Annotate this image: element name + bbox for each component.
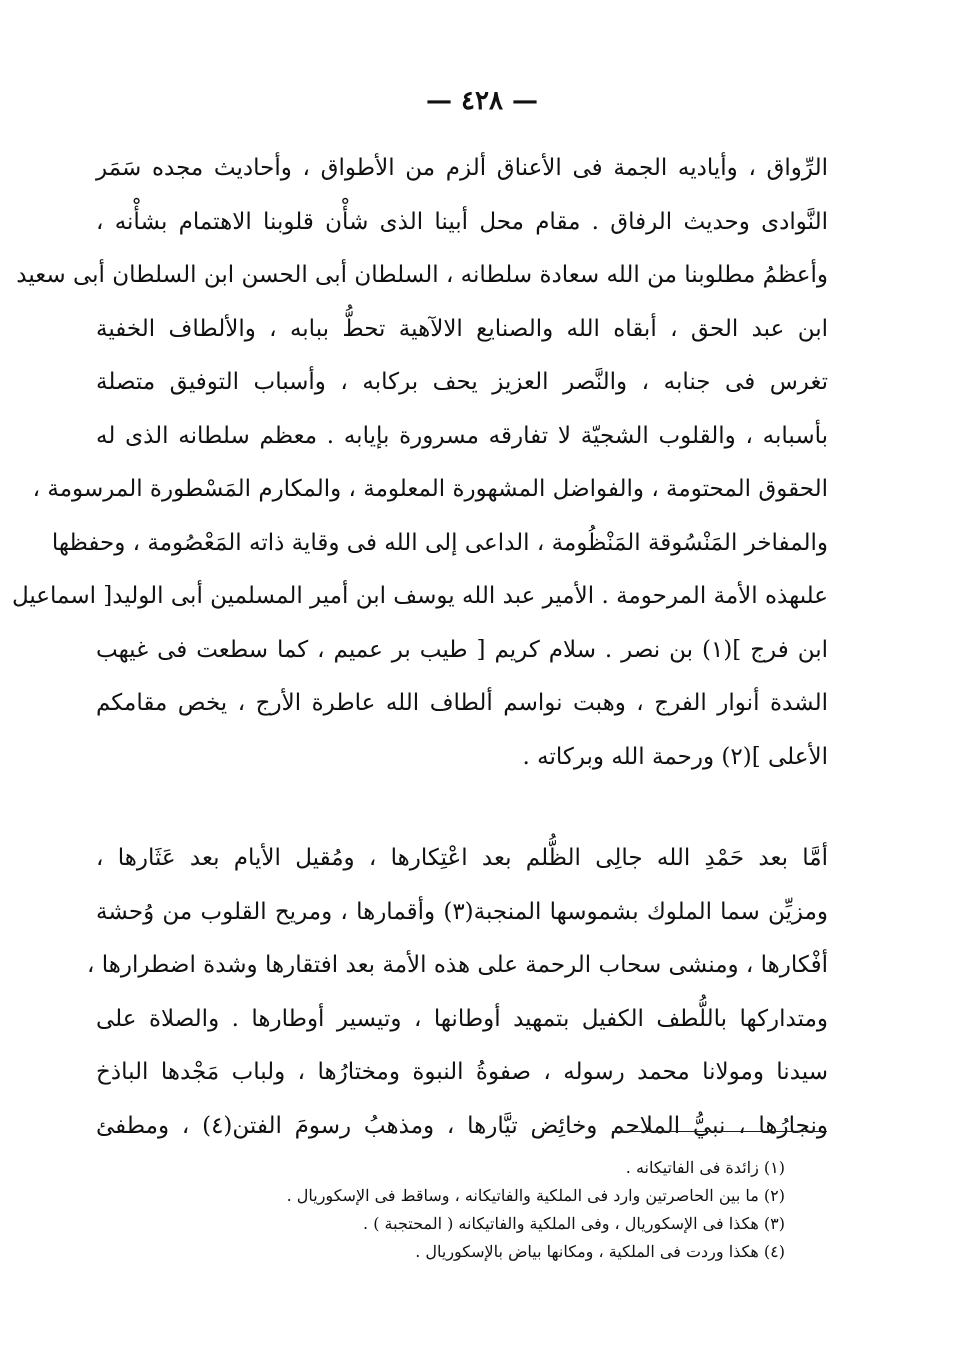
paragraph-2 <box>87 832 829 1153</box>
text-line: الرِّواق ، وأياديه الجمة فى الأعناق ألزم من الأطواق ، وأحاديث مجده سَمَر <box>96 155 828 181</box>
page-number: — ٤٢٨ — <box>425 86 539 116</box>
text-line: الحقوق المحتومة ، والفواضل المشهورة المعلومة ، والمكارم المَسْطورة المرسومة ، <box>32 476 828 502</box>
text-line: علىهذه الأمة المرحومة . الأمير عبد الله يوسف ابن أمير المسلمين أبى الوليد[ اسماعيل <box>11 583 828 609</box>
text-line: ابن عبد الحق ، أبقاه الله والصنايع الالآهية تحطُّ ببابه ، والألطاف الخفية <box>96 315 828 342</box>
main-text <box>11 142 829 1153</box>
text-line: والمفاخر المَنْسُوقة المَنْظُومة ، الداعى إلى الله فى وقاية ذاته المَعْصُومة ، وحفظها <box>51 529 828 556</box>
paragraph-1 <box>11 142 828 784</box>
text-line: النَّوادى وحديث الرفاق . مقام محل أبينا الذى شأْن قلوبنا الاهتمام بشأْنه ، <box>96 208 828 235</box>
text-line: ابن فرج ](١) بن نصر . سلام كريم [ طيب بر عميم ، كما سطعت فى غيهب <box>96 636 828 663</box>
footnote-1: (١) زائدة فى الفاتيكانه . <box>625 1158 785 1177</box>
text-line: وأعظمُ مطلوبنا من الله سعادة سلطانه ، السلطان أبى الحسن ابن السلطان أبى سعيد <box>16 262 828 288</box>
text-line: أفْكارها ، ومنشى سحاب الرحمة على هذه الأمة بعد افتقارها وشدة اضطرارها ، <box>87 952 828 978</box>
footnote-separator <box>612 1131 827 1132</box>
text-line: سيدنا ومولانا محمد رسوله ، صفوةُ النبوة ومختارُها ، ولباب مَجْدها الباذخ <box>96 1059 828 1085</box>
footnotes <box>200 1154 785 1266</box>
text-line: تغرس فى جنابه ، والنَّصر العزيز يحف بركابه ، وأسباب التوفيق متصلة <box>96 369 828 395</box>
text-line: الأعلى ](٢) ورحمة الله وبركاته . <box>522 743 828 770</box>
footnote-2: (٢) ما بين الحاصرتين وارد فى الملكية والفاتيكانه ، وساقط فى الإسكوريال . <box>286 1186 785 1205</box>
text-line: بأسبابه ، والقلوب الشجيّة لا تفارقه مسرورة بإيابه . معظم سلطانه الذى له <box>96 422 828 449</box>
text-line: الشدة أنوار الفرج ، وهبت نواسم ألطاف الله عاطرة الأرج ، يخص مقامكم <box>96 690 828 716</box>
text-line: ومتداركها باللُّطف الكفيل بتمهيد أوطانها ، وتيسير أوطارها . والصلاة على <box>96 1005 828 1032</box>
footnote-3: (٣) هكذا فى الإسكوريال ، وفى الملكية والفاتيكانه ( المحتجبة ) . <box>363 1214 785 1233</box>
text-line: ونجارُها ، نبيُّ الملاحم وخائِض تيَّارها ، ومذهبُ رسومَ الفتن(٤) ، ومطفئ <box>96 1112 828 1139</box>
footnote-4: (٤) هكذا وردت فى الملكية ، ومكانها بياض بالإسكوريال . <box>415 1242 785 1261</box>
text-line: أمَّا بعد حَمْدِ الله جالِى الظُّلم بعد اعْتِكارها ، ومُقيل الأيام بعد عَثَارها ، <box>96 845 828 871</box>
paragraph-gap <box>96 784 828 832</box>
text-line: ومزيِّن سما الملوك بشموسها المنجبة(٣) وأقمارها ، ومريح القلوب من وُحشة <box>96 898 829 925</box>
